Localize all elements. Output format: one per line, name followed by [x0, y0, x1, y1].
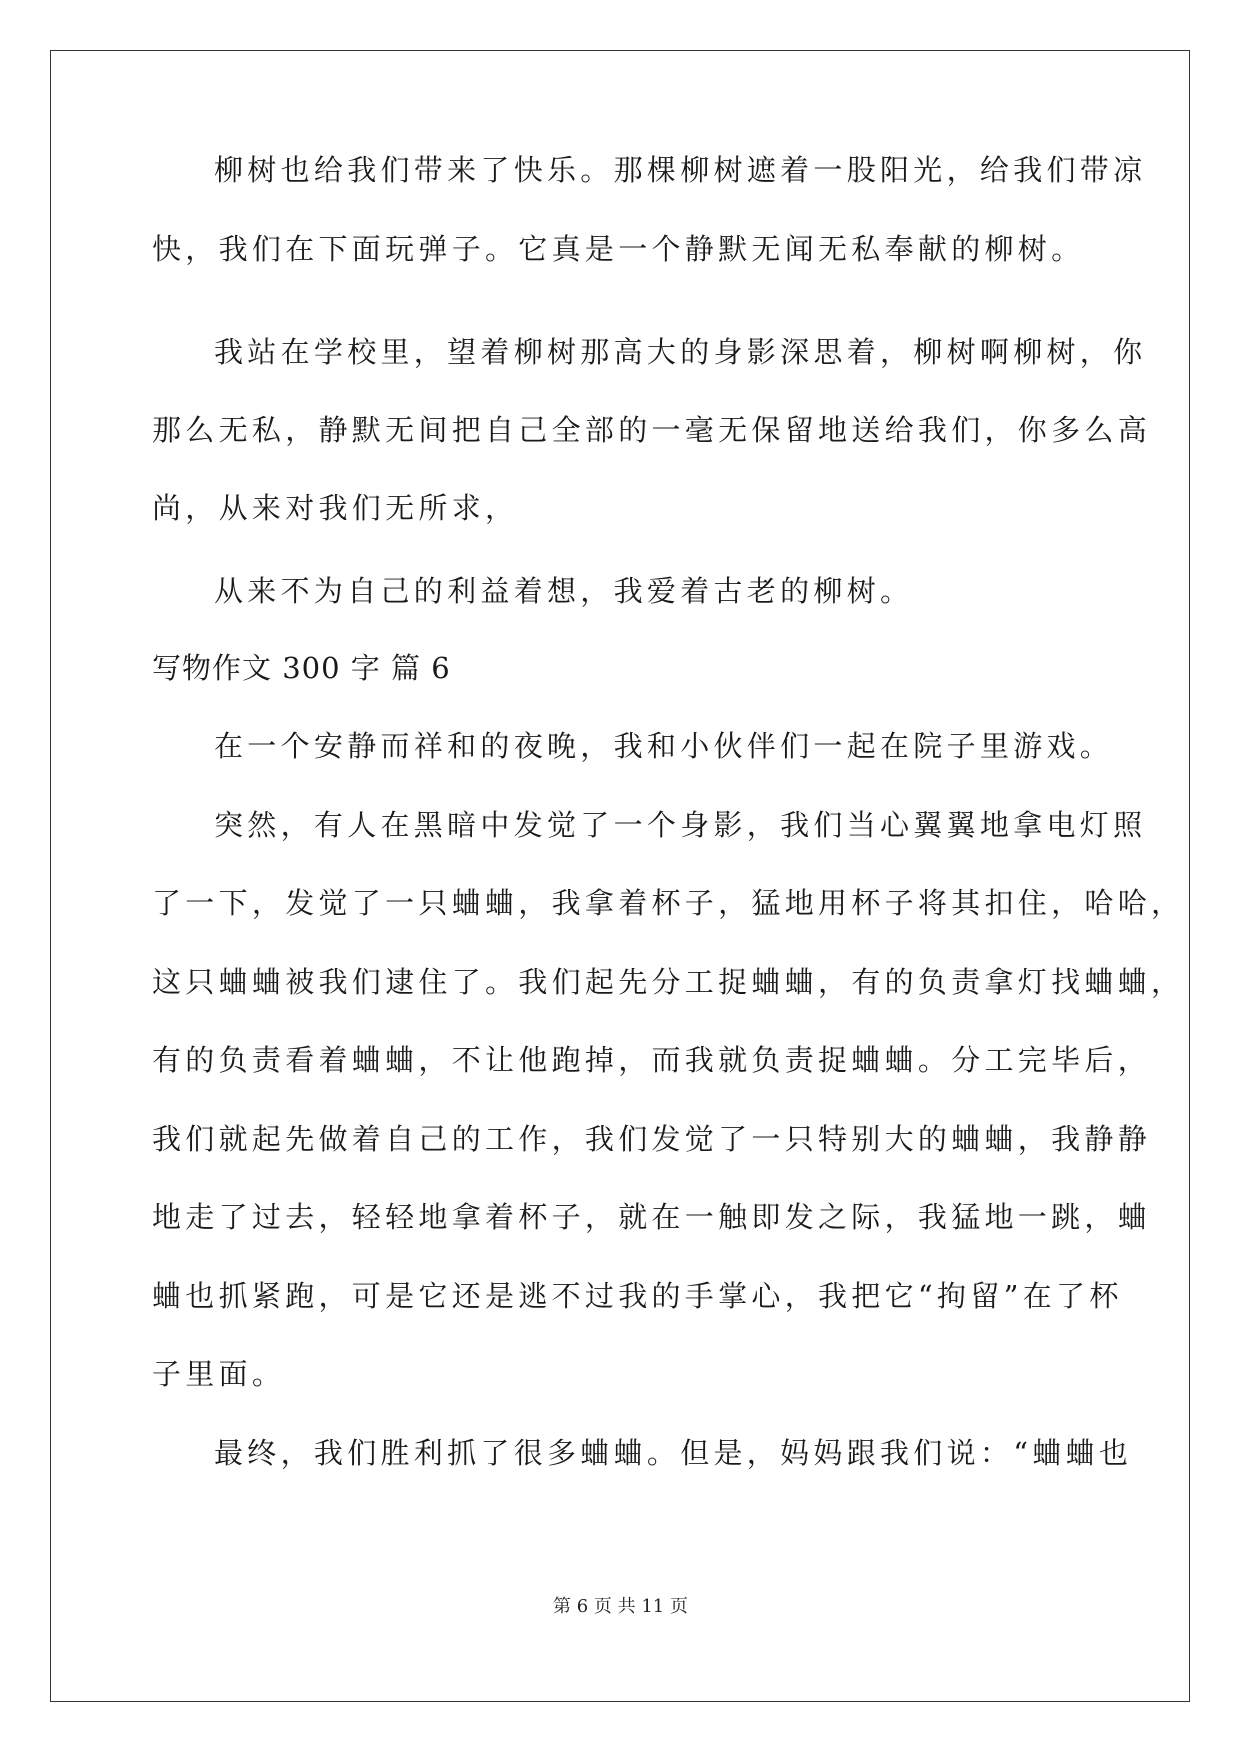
paragraph-line: 在一个安静而祥和的夜晚，我和小伙伴们一起在院子里游戏。 — [214, 729, 1114, 763]
paragraph-line: 我们就起先做着自己的工作，我们发觉了一只特别大的蛐蛐，我静静 — [152, 1122, 1152, 1156]
paragraph-line: 这只蛐蛐被我们逮住了。我们起先分工捉蛐蛐，有的负责拿灯找蛐蛐， — [152, 965, 1185, 999]
paragraph-line: 尚，从来对我们无所求， — [152, 491, 519, 525]
paragraph-line: 子里面。 — [152, 1357, 286, 1391]
paragraph-line: 我站在学校里，望着柳树那高大的身影深思着，柳树啊柳树，你 — [214, 335, 1147, 369]
page-number-footer: 第 6 页 共 11 页 — [553, 1596, 688, 1617]
paragraph-line: 突然，有人在黑暗中发觉了一个身影，我们当心翼翼地拿电灯照 — [214, 808, 1147, 842]
paragraph-line: 了一下，发觉了一只蛐蛐，我拿着杯子，猛地用杯子将其扣住，哈哈， — [152, 886, 1185, 920]
paragraph-line: 最终，我们胜利抓了很多蛐蛐。但是，妈妈跟我们说：“蛐蛐也 — [214, 1436, 1133, 1470]
section-heading: 写物作文 300 字 篇 6 — [152, 651, 451, 685]
paragraph-line: 蛐也抓紧跑，可是它还是逃不过我的手掌心，我把它“拘留”在了杯 — [152, 1279, 1123, 1313]
paragraph-line: 有的负责看着蛐蛐，不让他跑掉，而我就负责捉蛐蛐。分工完毕后， — [152, 1043, 1152, 1077]
paragraph-line: 那么无私，静默无间把自己全部的一毫无保留地送给我们，你多么高 — [152, 413, 1152, 447]
paragraph-line: 地走了过去，轻轻地拿着杯子，就在一触即发之际，我猛地一跳，蛐 — [152, 1200, 1152, 1234]
paragraph-line: 从来不为自己的利益着想，我爱着古老的柳树。 — [214, 574, 914, 608]
paragraph-line: 柳树也给我们带来了快乐。那棵柳树遮着一股阳光，给我们带凉 — [214, 153, 1147, 187]
paragraph-line: 快，我们在下面玩弹子。它真是一个静默无闻无私奉献的柳树。 — [152, 232, 1085, 266]
